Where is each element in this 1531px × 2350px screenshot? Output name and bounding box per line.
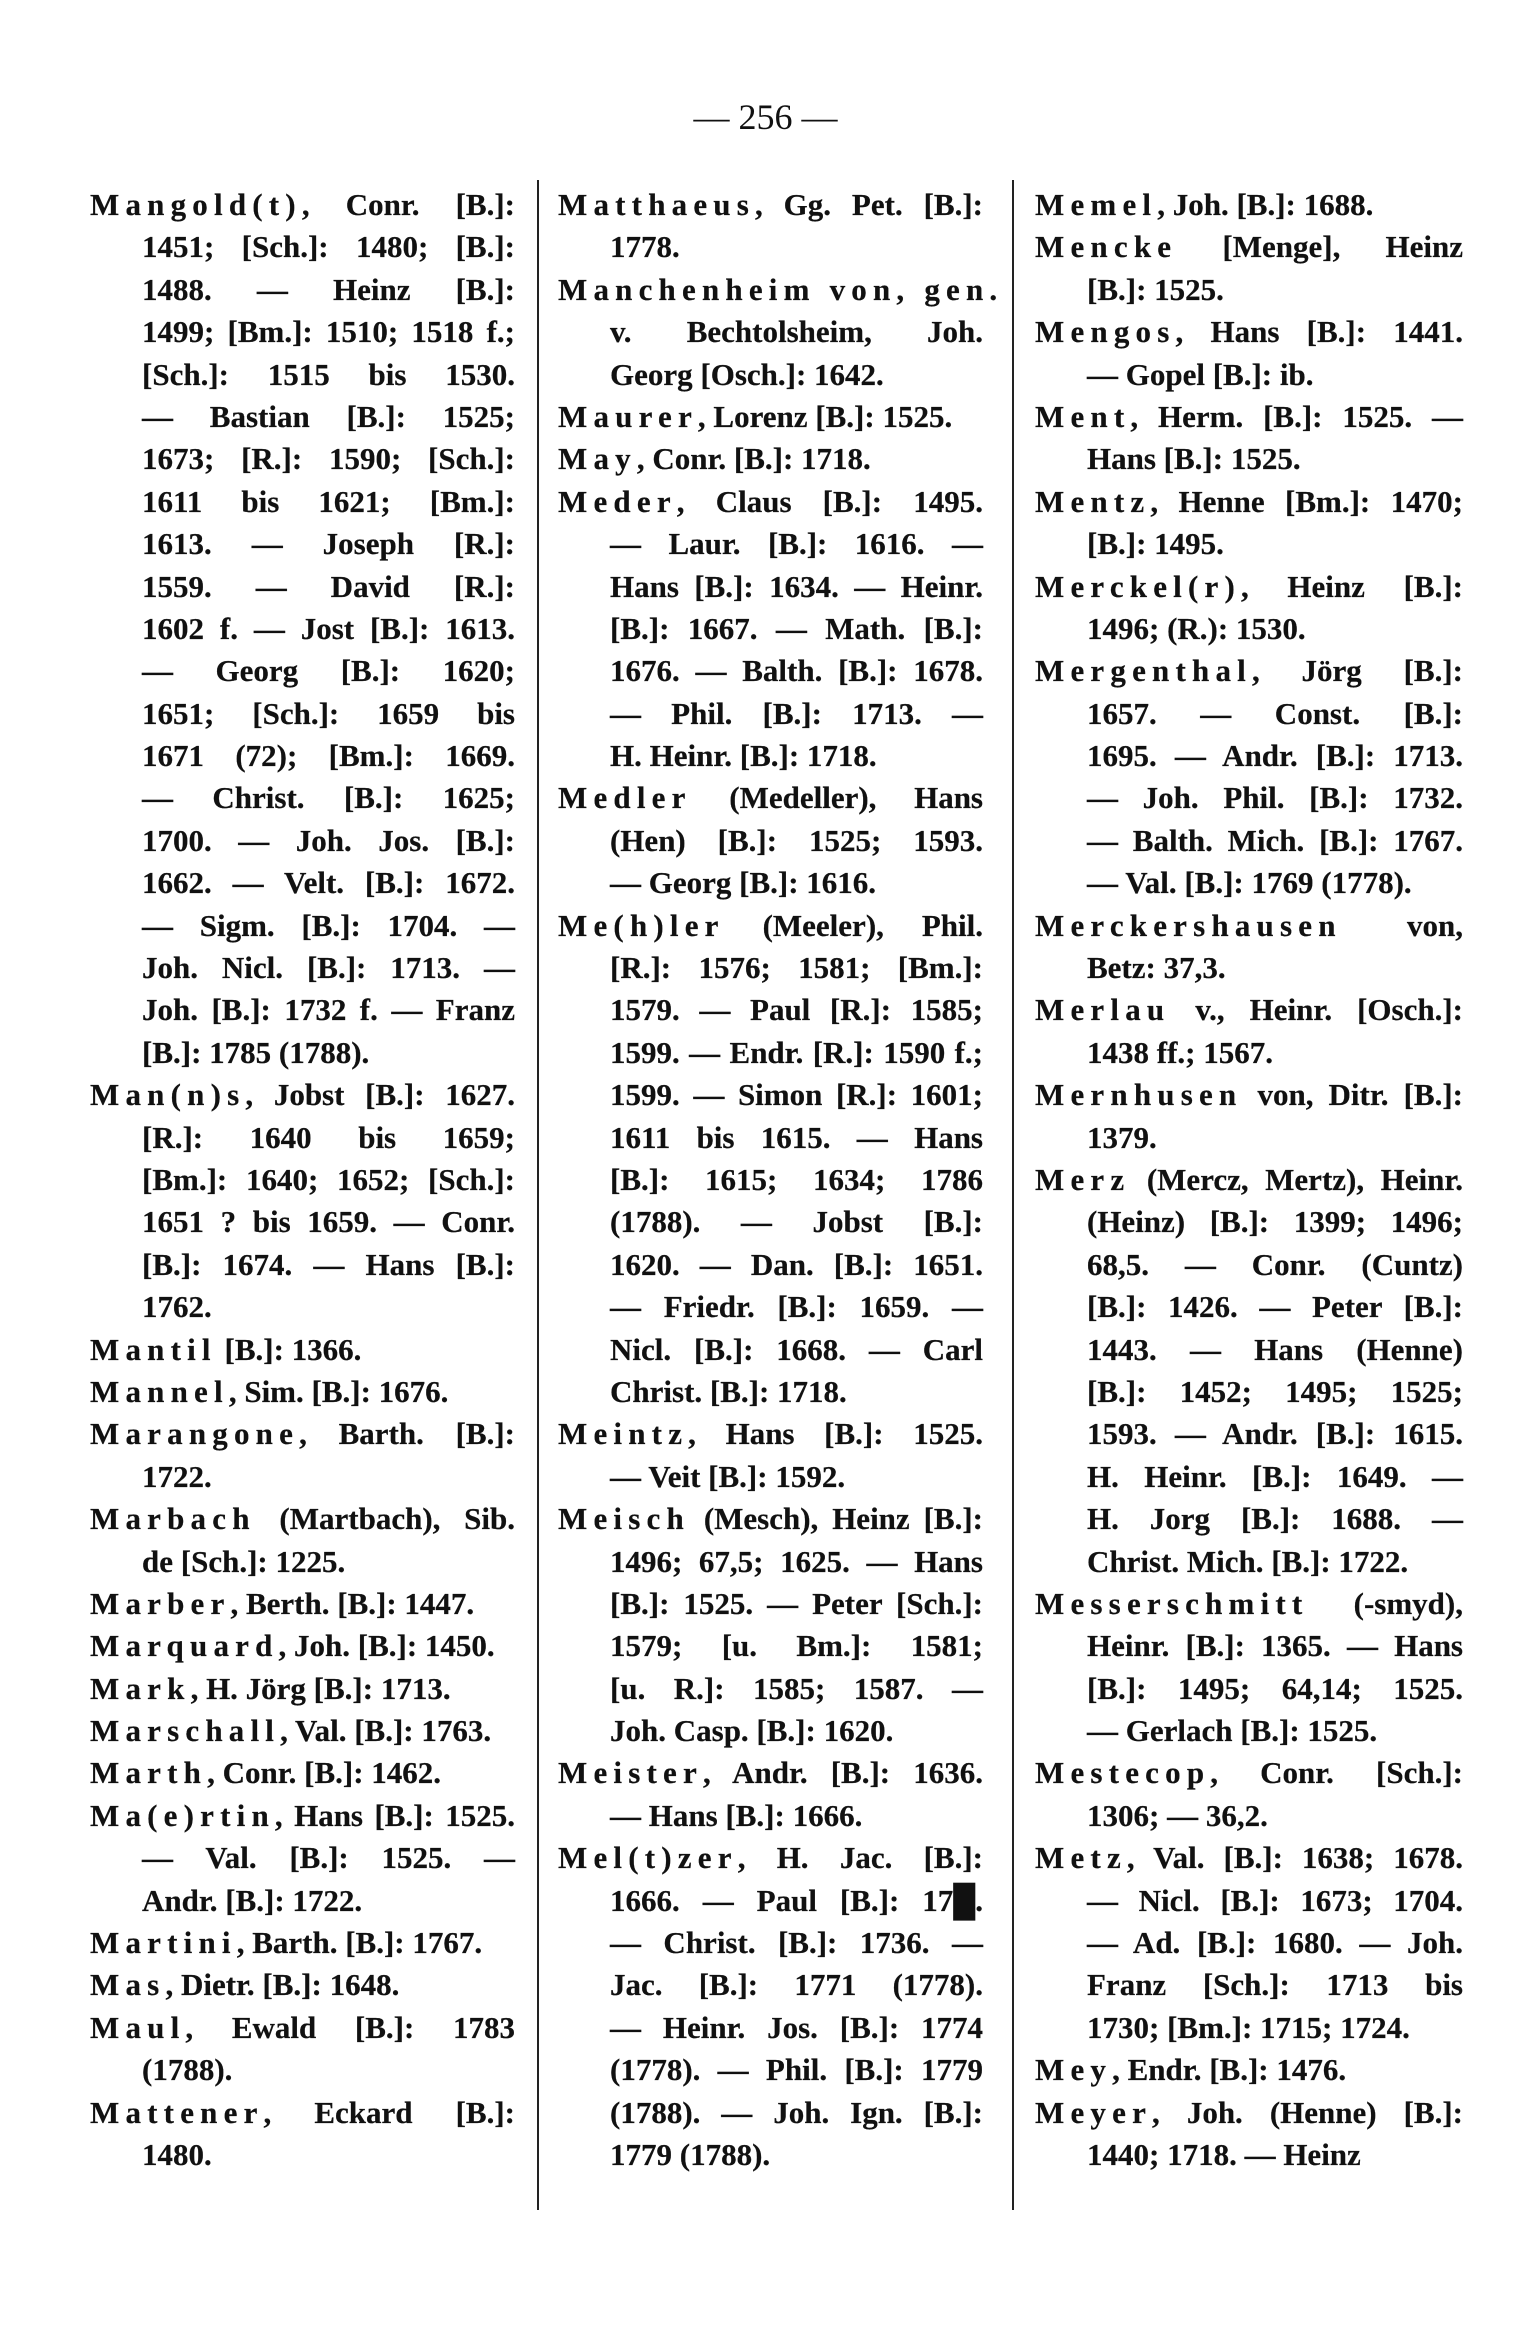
entry-text: , Heinz [B.]: — [1241, 568, 1463, 604]
entry-first-line — [1035, 1752, 1463, 1794]
entry-first-line — [558, 269, 1004, 311]
entry-text: , Henne [Bm.]: 1470; — [1150, 483, 1463, 519]
index-entry — [558, 438, 983, 480]
entry-surname: Merlau — [1035, 992, 1171, 1028]
entry-text: (Mercz, Mertz), Heinr. — [1130, 1161, 1463, 1197]
entry-surname: Meister — [558, 1755, 703, 1791]
entry-surname: Mestecop — [1035, 1755, 1211, 1791]
index-entry — [90, 1964, 515, 2006]
entry-surname: Mengos — [1035, 314, 1176, 350]
entry-first-line — [1035, 989, 1463, 1031]
entry-text: , Berth. [B.]: 1447. — [230, 1585, 475, 1621]
entry-surname: Marquard — [90, 1628, 279, 1664]
index-entry — [90, 1413, 515, 1498]
index-entry — [1035, 989, 1463, 1074]
entry-first-line — [90, 1583, 515, 1625]
entry-first-line — [1035, 1583, 1463, 1625]
entry-text: , Lorenz [B.]: 1525. — [697, 398, 953, 434]
entry-first-line — [1035, 396, 1463, 438]
index-entry — [90, 1752, 515, 1794]
entry-surname: Meder — [558, 483, 677, 519]
index-entry — [1035, 396, 1463, 481]
entry-continuation-line: [B.]: 1785 (1788). — [142, 1034, 370, 1070]
entry-text: , Joh. (Henne) [B.]: — [1152, 2094, 1463, 2130]
entry-continuation-line: Georg [Osch.]: 1642. — [610, 356, 884, 392]
entry-surname: Man(n)s — [90, 1077, 246, 1113]
entry-text: , Val. [B.]: 1638; 1678. — [1126, 1840, 1463, 1876]
entry-surname: Metz — [1035, 1840, 1127, 1876]
entry-first-line — [1035, 481, 1463, 523]
entry-first-line — [90, 1668, 515, 1710]
entry-continuation-line: — Balth. Mich. [B.]: 1767. — [1087, 822, 1463, 858]
entry-continuation-line: 1730; [Bm.]: 1715; 1724. — [1087, 2009, 1410, 2045]
entry-continuation-line: 1438 ff.; 1567. — [1087, 1034, 1273, 1070]
index-entry — [90, 1668, 515, 1710]
index-entry — [1035, 1159, 1463, 1583]
entry-continuation-line: (Heinz) [B.]: 1399; 1496; — [1087, 1204, 1463, 1240]
entry-first-line — [90, 1371, 515, 1413]
entry-continuation-line: [B.]: 1674. — Hans [B.]: — [142, 1246, 515, 1282]
entry-continuation-line: [B.]: 1452; 1495; 1525; — [1087, 1373, 1463, 1409]
entry-surname: Meisch — [558, 1501, 690, 1537]
index-entry — [90, 2007, 515, 2092]
entry-continuation-line: — Heinr. Jos. [B.]: 1774 — [610, 2009, 983, 2045]
index-entry — [1035, 1837, 1463, 2049]
entry-first-line — [90, 1074, 515, 1116]
entry-continuation-line: [B.]: 1426. — Peter [B.]: — [1087, 1289, 1463, 1325]
entry-continuation-line: [B.]: 1495. — [1087, 526, 1224, 562]
entry-continuation-line: — Ad. [B.]: 1680. — Joh. — [1087, 1925, 1463, 1961]
entry-text: , Conr. [B.]: — [301, 187, 515, 222]
entry-continuation-line: 1662. — Velt. [B.]: 1672. — [142, 865, 515, 901]
entry-continuation-line: Hans [B.]: 1525. — [1087, 441, 1301, 477]
entry-first-line — [90, 184, 515, 226]
entry-continuation-line: (Hen) [B.]: 1525; 1593. — [610, 822, 983, 858]
index-column-middle — [558, 184, 1004, 2176]
entry-text: , Val. [B.]: 1763. — [280, 1713, 492, 1749]
index-entry — [1035, 1583, 1463, 1753]
entry-continuation-line: 1676. — Balth. [B.]: 1678. — [610, 653, 983, 689]
entry-text: , Dietr. [B.]: 1648. — [165, 1967, 400, 2003]
entry-continuation-line: (1778). — Phil. [B.]: 1779 — [610, 2052, 983, 2088]
entry-continuation-line: — Joh. Phil. [B.]: 1732. — [1087, 780, 1463, 816]
entry-continuation-line: 1778. — [610, 229, 680, 265]
entry-text: , Herm. [B.]: 1525. — — [1130, 398, 1463, 434]
entry-continuation-line: 1499; [Bm.]: 1510; 1518 f.; — [142, 314, 515, 350]
entry-text: [Menge], Heinz — [1177, 229, 1463, 265]
index-entry — [90, 1074, 515, 1328]
entry-surname: Maul — [90, 2009, 186, 2045]
entry-text: , H. Jörg [B.]: 1713. — [190, 1670, 451, 1706]
index-entry — [1035, 1752, 1463, 1837]
entry-continuation-line: 68,5. — Conr. (Cuntz) — [1087, 1246, 1463, 1282]
entry-text: , H. Jac. [B.]: — [737, 1840, 983, 1876]
entry-surname: Marschall — [90, 1713, 281, 1749]
entry-continuation-line: — Laur. [B.]: 1616. — — [610, 526, 983, 562]
index-column-right — [1035, 184, 1463, 2176]
entry-first-line — [1035, 184, 1463, 226]
entry-first-line — [1035, 311, 1463, 353]
entry-continuation-line: 1651; [Sch.]: 1659 bis — [142, 695, 515, 731]
entry-first-line — [1035, 566, 1463, 608]
entry-continuation-line: Franz [Sch.]: 1713 bis — [1087, 1967, 1463, 2003]
entry-surname: Mas — [90, 1967, 166, 2003]
entry-first-line — [1035, 650, 1463, 692]
entry-surname: Manchenheim von, gen. — [558, 271, 1004, 307]
entry-text: , Jörg [B.]: — [1251, 653, 1463, 689]
index-entry — [1035, 311, 1463, 396]
index-entry — [1035, 2049, 1463, 2091]
entry-continuation-line: — Veit [B.]: 1592. — [610, 1458, 846, 1494]
entry-continuation-line: — Christ. [B.]: 1625; — [142, 780, 515, 816]
entry-continuation-line: 1488. — Heinz [B.]: — [142, 271, 515, 307]
entry-surname: Merz — [1035, 1161, 1131, 1197]
entry-first-line — [558, 1752, 983, 1794]
entry-surname: Martini — [90, 1925, 237, 1961]
entry-surname: Mentz — [1035, 483, 1151, 519]
column-divider — [537, 180, 539, 2210]
entry-continuation-line: [B.]: 1525. — [1087, 271, 1224, 307]
entry-continuation-line: Joh. [B.]: 1732 f. — Franz — [142, 992, 515, 1028]
entry-continuation-line: v. Bechtolsheim, Joh. — [610, 314, 983, 350]
entry-continuation-line: 1599. — Endr. [R.]: 1590 f.; — [610, 1034, 983, 1070]
entry-continuation-line: Nicl. [B.]: 1668. — Carl — [610, 1331, 983, 1367]
entry-text: (-smyd), — [1308, 1585, 1463, 1621]
entry-continuation-line: — Friedr. [B.]: 1659. — — [610, 1289, 983, 1325]
entry-text: , Jobst [B.]: 1627. — [245, 1077, 515, 1113]
entry-surname: Mergenthal — [1035, 653, 1252, 689]
entry-text: , Hans [B.]: 1525. — [274, 1797, 515, 1833]
entry-surname: Merckershausen — [1035, 907, 1342, 943]
index-entry — [90, 1625, 515, 1667]
entry-continuation-line: H. Heinr. [B.]: 1649. — — [1087, 1458, 1463, 1494]
entry-surname: Mangold(t) — [90, 187, 302, 222]
index-entry — [558, 1498, 983, 1752]
entry-surname: Mannel — [90, 1373, 229, 1409]
entry-surname: Mattener — [90, 2094, 264, 2130]
index-entry — [1035, 1074, 1463, 1159]
entry-continuation-line: de [Sch.]: 1225. — [142, 1543, 346, 1579]
entry-continuation-line: [u. R.]: 1585; 1587. — — [610, 1670, 983, 1706]
entry-text: , Gg. Pet. [B.]: — [755, 187, 983, 222]
entry-continuation-line: 1695. — Andr. [B.]: 1713. — [1087, 738, 1463, 774]
entry-continuation-line: 1722. — [142, 1458, 212, 1494]
entry-first-line — [90, 2092, 515, 2134]
entry-text: , Andr. [B.]: 1636. — [702, 1755, 983, 1791]
entry-surname: Matthaeus — [558, 187, 756, 222]
entry-surname: Memel — [1035, 187, 1158, 222]
index-entry — [90, 184, 515, 1074]
entry-continuation-line: Christ. [B.]: 1718. — [610, 1373, 847, 1409]
entry-surname: Mark — [90, 1670, 191, 1706]
entry-continuation-line: [B.]: 1525. — Peter [Sch.]: — [610, 1585, 983, 1621]
index-entry — [1035, 184, 1463, 226]
entry-first-line — [558, 777, 983, 819]
entry-first-line — [558, 905, 983, 947]
entry-text: , Conr. [Sch.]: — [1210, 1755, 1463, 1791]
entry-continuation-line: 1559. — David [R.]: — [142, 568, 515, 604]
index-entry — [90, 1922, 515, 1964]
entry-surname: Meyer — [1035, 2094, 1153, 2130]
entry-text: , Hans [B.]: 1525. — [688, 1416, 983, 1452]
entry-continuation-line: 1671 (72); [Bm.]: 1669. — [142, 738, 515, 774]
index-entry — [90, 1583, 515, 1625]
entry-surname: Ma(e)rtin — [90, 1797, 275, 1833]
index-entry — [558, 184, 983, 269]
index-column-left — [90, 184, 515, 2176]
entry-first-line — [1035, 1074, 1463, 1116]
entry-continuation-line: 1779 (1788). — [610, 2136, 771, 2172]
entry-continuation-line: 1666. — Paul [B.]: 17█. — [610, 1882, 983, 1918]
entry-continuation-line: Joh. Nicl. [B.]: 1713. — — [142, 950, 515, 986]
entry-continuation-line: Jac. [B.]: 1771 (1778). — [610, 1967, 983, 2003]
entry-continuation-line: Heinr. [B.]: 1365. — Hans — [1087, 1628, 1463, 1664]
entry-first-line — [90, 1329, 515, 1371]
entry-surname: Mernhusen — [1035, 1077, 1243, 1113]
entry-surname: Me(h)ler — [558, 907, 725, 943]
entry-first-line — [1035, 2049, 1463, 2091]
entry-continuation-line: — Sigm. [B.]: 1704. — — [142, 907, 515, 943]
index-entry — [1035, 481, 1463, 566]
entry-continuation-line: — Phil. [B.]: 1713. — — [610, 695, 983, 731]
entry-first-line — [558, 1837, 983, 1879]
entry-text: , Ewald [B.]: 1783 — [185, 2009, 515, 2045]
entry-text: [B.]: 1366. — [216, 1331, 362, 1367]
index-entry — [90, 2092, 515, 2177]
entry-continuation-line: — Gopel [B.]: ib. — [1087, 356, 1314, 392]
entry-surname: May — [558, 441, 637, 477]
entry-surname: Mantil — [90, 1331, 217, 1367]
entry-text: , Hans [B.]: 1441. — [1175, 314, 1463, 350]
entry-text: von, Ditr. [B.]: — [1242, 1077, 1463, 1113]
entry-text: , Endr. [B.]: 1476. — [1112, 2052, 1347, 2088]
index-entry — [1035, 650, 1463, 904]
entry-continuation-line: (1788). — Joh. Ign. [B.]: — [610, 2094, 983, 2130]
index-entry — [558, 1837, 983, 2176]
index-entry — [558, 396, 983, 438]
entry-continuation-line: 1496; 67,5; 1625. — Hans — [610, 1543, 983, 1579]
entry-surname: Medler — [558, 780, 692, 816]
entry-continuation-line: 1480. — [142, 2136, 212, 2172]
entry-continuation-line: — Hans [B.]: 1666. — [610, 1797, 863, 1833]
index-entry — [558, 1413, 983, 1498]
entry-continuation-line: Joh. Casp. [B.]: 1620. — [610, 1713, 894, 1749]
entry-first-line — [558, 481, 983, 523]
index-entry — [1035, 226, 1463, 311]
entry-first-line — [1035, 1837, 1463, 1879]
entry-continuation-line: 1602 f. — Jost [B.]: 1613. — [142, 610, 515, 646]
entry-text: , Joh. [B.]: 1450. — [278, 1628, 495, 1664]
entry-continuation-line: 1593. — Andr. [B.]: 1615. — [1087, 1416, 1463, 1452]
index-entry — [90, 1371, 515, 1413]
entry-continuation-line: [Sch.]: 1515 bis 1530. — [142, 356, 515, 392]
page-number: — 256 — — [693, 97, 838, 137]
entry-surname: Mey — [1035, 2052, 1113, 2088]
entry-first-line — [90, 1795, 515, 1837]
entry-continuation-line: 1700. — Joh. Jos. [B.]: — [142, 822, 515, 858]
entry-text: v., Heinr. [Osch.]: — [1170, 992, 1463, 1028]
index-entry — [558, 777, 983, 904]
entry-first-line — [1035, 1159, 1463, 1201]
entry-continuation-line: — Georg [B.]: 1616. — [610, 865, 877, 901]
entry-continuation-line: — Gerlach [B.]: 1525. — [1087, 1713, 1378, 1749]
entry-first-line — [90, 2007, 515, 2049]
index-entry — [558, 481, 983, 778]
entry-continuation-line: [Bm.]: 1640; 1652; [Sch.]: — [142, 1161, 515, 1197]
entry-continuation-line: 1762. — [142, 1289, 212, 1325]
entry-continuation-line: 1673; [R.]: 1590; [Sch.]: — [142, 441, 515, 477]
entry-continuation-line: 1657. — Const. [B.]: — [1087, 695, 1463, 731]
index-entry — [1035, 2092, 1463, 2177]
entry-continuation-line: 1611 bis 1615. — Hans — [610, 1119, 983, 1155]
entry-continuation-line: 1611 bis 1621; [Bm.]: — [142, 483, 515, 519]
entry-first-line — [90, 1710, 515, 1752]
entry-continuation-line: [B.]: 1495; 64,14; 1525. — [1087, 1670, 1463, 1706]
entry-surname: Messerschmitt — [1035, 1585, 1309, 1621]
entry-first-line — [90, 1625, 515, 1667]
entry-first-line — [1035, 226, 1463, 268]
entry-continuation-line: [R.]: 1576; 1581; [Bm.]: — [610, 950, 983, 986]
entry-continuation-line: 1579. — Paul [R.]: 1585; — [610, 992, 983, 1028]
entry-surname: Ment — [1035, 398, 1131, 434]
entry-first-line — [90, 1752, 515, 1794]
entry-continuation-line: 1651 ? bis 1659. — Conr. — [142, 1204, 515, 1240]
entry-surname: Marbach — [90, 1501, 256, 1537]
entry-continuation-line: 1599. — Simon [R.]: 1601; — [610, 1077, 983, 1113]
entry-continuation-line: 1579; [u. Bm.]: 1581; — [610, 1628, 983, 1664]
entry-text: , Conr. [B.]: 1718. — [636, 441, 871, 477]
entry-continuation-line: — Nicl. [B.]: 1673; 1704. — [1087, 1882, 1463, 1918]
entry-text: , Sim. [B.]: 1676. — [228, 1373, 449, 1409]
entry-continuation-line: [B.]: 1667. — Math. [B.]: — [610, 610, 983, 646]
entry-surname: Marth — [90, 1755, 208, 1791]
entry-text: (Medeller), Hans — [691, 780, 983, 816]
entry-surname: Meintz — [558, 1416, 689, 1452]
entry-continuation-line: 1306; — 36,2. — [1087, 1797, 1268, 1833]
entry-text: , Claus [B.]: 1495. — [676, 483, 983, 519]
entry-continuation-line: [R.]: 1640 bis 1659; — [142, 1119, 515, 1155]
entry-continuation-line: H. Jorg [B.]: 1688. — — [1087, 1501, 1463, 1537]
entry-continuation-line: 1620. — Dan. [B.]: 1651. — [610, 1246, 983, 1282]
entry-text: , Barth. [B.]: 1767. — [236, 1925, 483, 1961]
entry-text: (Martbach), Sib. — [255, 1501, 515, 1537]
entry-first-line — [558, 438, 983, 480]
index-entry — [90, 1795, 515, 1922]
entry-first-line — [558, 1413, 983, 1455]
entry-continuation-line: 1379. — [1087, 1119, 1157, 1155]
entry-text: , Conr. [B.]: 1462. — [207, 1755, 442, 1791]
entry-continuation-line: — Bastian [B.]: 1525; — [142, 398, 515, 434]
entry-continuation-line: 1451; [Sch.]: 1480; [B.]: — [142, 229, 515, 265]
column-divider — [1012, 180, 1014, 2210]
entry-text: , Eckard [B.]: — [263, 2094, 515, 2130]
index-entry — [1035, 566, 1463, 651]
entry-continuation-line: — Val. [B.]: 1525. — — [142, 1840, 515, 1876]
entry-first-line — [90, 1922, 515, 1964]
entry-surname: Marber — [90, 1585, 231, 1621]
index-entry — [558, 269, 1004, 396]
entry-first-line — [90, 1498, 515, 1540]
entry-continuation-line: 1496; (R.): 1530. — [1087, 610, 1306, 646]
entry-surname: Maurer — [558, 398, 698, 434]
entry-first-line — [558, 1498, 983, 1540]
entry-surname: Marangone — [90, 1416, 300, 1452]
entry-text: , Barth. [B.]: — [299, 1416, 515, 1452]
entry-continuation-line: 1613. — Joseph [R.]: — [142, 526, 515, 562]
entry-continuation-line: Hans [B.]: 1634. — Heinr. — [610, 568, 983, 604]
entry-continuation-line: — Christ. [B.]: 1736. — — [610, 1925, 983, 1961]
index-entry — [558, 1752, 983, 1837]
index-entry — [90, 1329, 515, 1371]
entry-first-line — [1035, 2092, 1463, 2134]
entry-continuation-line: — Val. [B.]: 1769 (1778). — [1087, 865, 1412, 901]
entry-text: (Mesch), Heinz [B.]: — [689, 1501, 983, 1537]
entry-continuation-line: 1440; 1718. — Heinz — [1087, 2136, 1361, 2172]
entry-surname: Merckel(r) — [1035, 568, 1241, 604]
entry-text: (Meeler), Phil. — [724, 907, 983, 943]
index-entry — [1035, 905, 1463, 990]
entry-first-line — [1035, 905, 1463, 947]
entry-first-line — [558, 184, 983, 226]
entry-surname: Mencke — [1035, 229, 1178, 265]
entry-text: , Joh. [B.]: 1688. — [1157, 187, 1374, 222]
entry-continuation-line: 1443. — Hans (Henne) — [1087, 1331, 1463, 1367]
entry-continuation-line: Betz: 37,3. — [1087, 950, 1226, 986]
entry-continuation-line: (1788). — Jobst [B.]: — [610, 1204, 983, 1240]
entry-continuation-line: — Georg [B.]: 1620; — [142, 653, 515, 689]
entry-continuation-line: Christ. Mich. [B.]: 1722. — [1087, 1543, 1409, 1579]
index-entry — [90, 1710, 515, 1752]
index-entry — [90, 1498, 515, 1583]
entry-continuation-line: H. Heinr. [B.]: 1718. — [610, 738, 877, 774]
entry-continuation-line: Andr. [B.]: 1722. — [142, 1882, 363, 1918]
entry-first-line — [90, 1964, 515, 2006]
entry-continuation-line: [B.]: 1615; 1634; 1786 — [610, 1161, 983, 1197]
entry-first-line — [558, 396, 983, 438]
index-entry — [558, 905, 983, 1414]
entry-first-line — [90, 1413, 515, 1455]
entry-text: von, — [1341, 907, 1463, 943]
entry-continuation-line: (1788). — [142, 2052, 233, 2088]
entry-surname: Mel(t)zer — [558, 1840, 738, 1876]
